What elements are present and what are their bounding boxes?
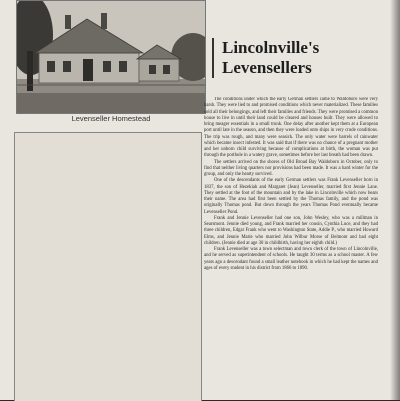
article-paragraph: One of the descendants of the early German settlers was Frank Levenseller born in 1837, the son of Hezekiah and Margaret (Jean) Levenseller, married first Jennie Lane. They settled at the foot of the mountain and by the lake in Lincolnville which now bears their name. The area had first been settled by the Thomas family, and the pond was originally Thomas pond. But down through the years Thomas Pond eventually became Levenseller Pond. [204, 178, 378, 215]
farmhouse-image [17, 1, 205, 113]
page-edge-shadow [390, 0, 400, 400]
article-title [212, 38, 400, 78]
article-paragraph: Frank Levenseller was a town selectman and town clerk of the town of Lincolnville, and he served as superintendent of schools. He taught 30 terms as a school master. A few years ago a descendant found a small leather notebook in which he had kept the names and ages of every student in his district from 1866 to 1890. [204, 247, 378, 271]
article-paragraph: Frank and Jennie Levenseller had one son, John Wesley, who was a millman in Searsmont. Jennie died young, and Frank married her cousin, Cynthia Luce, and they had three children, Edgar Frank who went to Washington State, Addie P., who married Howard Elms, and Jennie Marie who married John Wilbur Morse of Belmont and had eight children. (Jennie died at age 30 in childbirth, having her eighth child.) [204, 215, 378, 246]
article-body [204, 97, 378, 400]
sidebar-panel [14, 132, 202, 401]
photo-caption: Levenseller Homestead [71, 114, 151, 123]
article-paragraph: The conditions under which the early German settlers came to Waldoboro were very harsh. They were lied to and promised conditions which never materialized. These families sold all their belongings, and left their families and friends. They were promised a common house to live in until their land could be cleared and houses built. They were allowed to bring meager essentials in a small trunk. One delay after another kept them at a European port until late in the season, and then they were loaded onto ships in very crude conditions. The trip was rough, and many were seasick. The only water were barrels of rainwater which became insect infested. It was said that if there was no chance of a pregnant mother and her unborn child surviving because of complications at birth, the woman was put through the porthole in a watery grave, sometimes before her last breath had been drawn. [204, 97, 378, 159]
title-line-2: Levensellers [222, 58, 312, 77]
article-paragraph: The settlers arrived on the shores of Old Broad Bay Waldoboro in October, only to find that neither living quarters nor provisions had been made. It was a hard winter for the group, and only the hearty survived. [204, 159, 378, 177]
title-line-1: Lincolnville's [222, 38, 320, 57]
homestead-photo [16, 0, 206, 114]
